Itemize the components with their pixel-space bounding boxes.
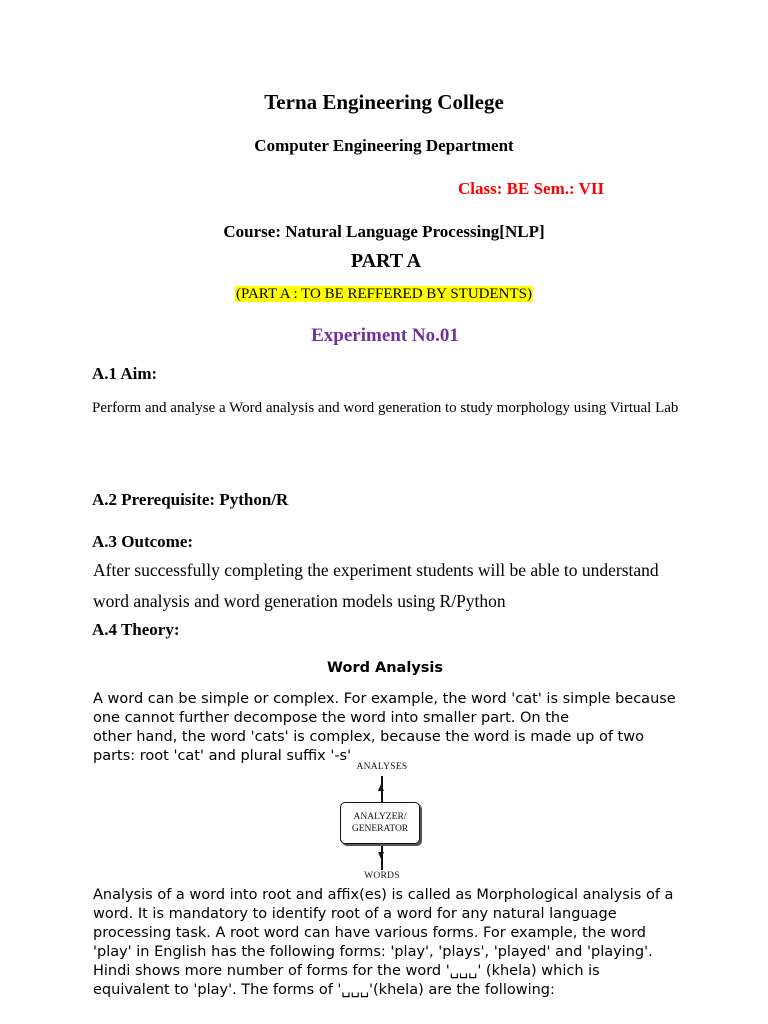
arrow-down-icon xyxy=(381,846,383,870)
paragraph-1-line-1: A word can be simple or complex. For example, the word 'cat' is simple because one cannot further decompose the word into smaller part. On the xyxy=(93,691,676,726)
department-title: Computer Engineering Department xyxy=(254,136,514,155)
class-semester-line: Class: BE Sem.: VII xyxy=(458,179,605,198)
outcome-heading: A.3 Outcome: xyxy=(92,532,194,551)
part-note-highlight: (PART A : TO BE REFFERED BY STUDENTS) xyxy=(236,286,532,302)
part-title: PART A xyxy=(350,250,422,272)
paragraph-1-line-2: other hand, the word 'cats' is complex, because the word is made up of two parts: root 'cat' and plural suffix '-s' xyxy=(93,729,644,764)
aim-heading: A.1 Aim: xyxy=(92,364,158,383)
college-title: Terna Engineering College xyxy=(264,90,504,114)
experiment-title: Experiment No.01 xyxy=(311,325,459,346)
word-analysis-paragraph-1 xyxy=(93,690,678,766)
diagram-box-line-1: ANALYZER/ xyxy=(353,812,407,822)
outcome-text: After successfully completing the experiment students will be able to understand word analysis and word generation models using R/Python xyxy=(93,560,659,611)
aim-text: Perform and analyse a Word analysis and word generation to study morphology using Virtual Lab xyxy=(92,400,679,416)
diagram-box-line-2: GENERATOR xyxy=(351,824,409,834)
morphological-analysis-paragraph: Analysis of a word into root and affix(es) is called as Morphological analysis of a word. It is mandatory to identify root of a word for any natural language processing task. A root word can have various forms. For example, the word 'play' in English has the following forms: 'play', 'plays', 'played' and 'playing'. Hindi shows more number of forms for the word '␣␣␣' (khela) which is equivalent to 'play'. The forms of '␣␣␣'(khela) are the following: xyxy=(93,887,674,998)
theory-heading: A.4 Theory: xyxy=(92,620,180,639)
word-analysis-heading: Word Analysis xyxy=(327,660,443,676)
prerequisite-heading: A.2 Prerequisite: Python/R xyxy=(92,490,289,509)
analyzer-generator-diagram xyxy=(330,762,434,886)
analyzer-generator-box xyxy=(340,802,420,844)
course-line: Course: Natural Language Processing[NLP] xyxy=(223,222,545,241)
diagram-top-label: ANALYSES xyxy=(356,762,408,772)
arrow-up-icon xyxy=(381,776,383,802)
diagram-bottom-label: WORDS xyxy=(364,871,400,881)
part-note-container xyxy=(0,286,768,303)
